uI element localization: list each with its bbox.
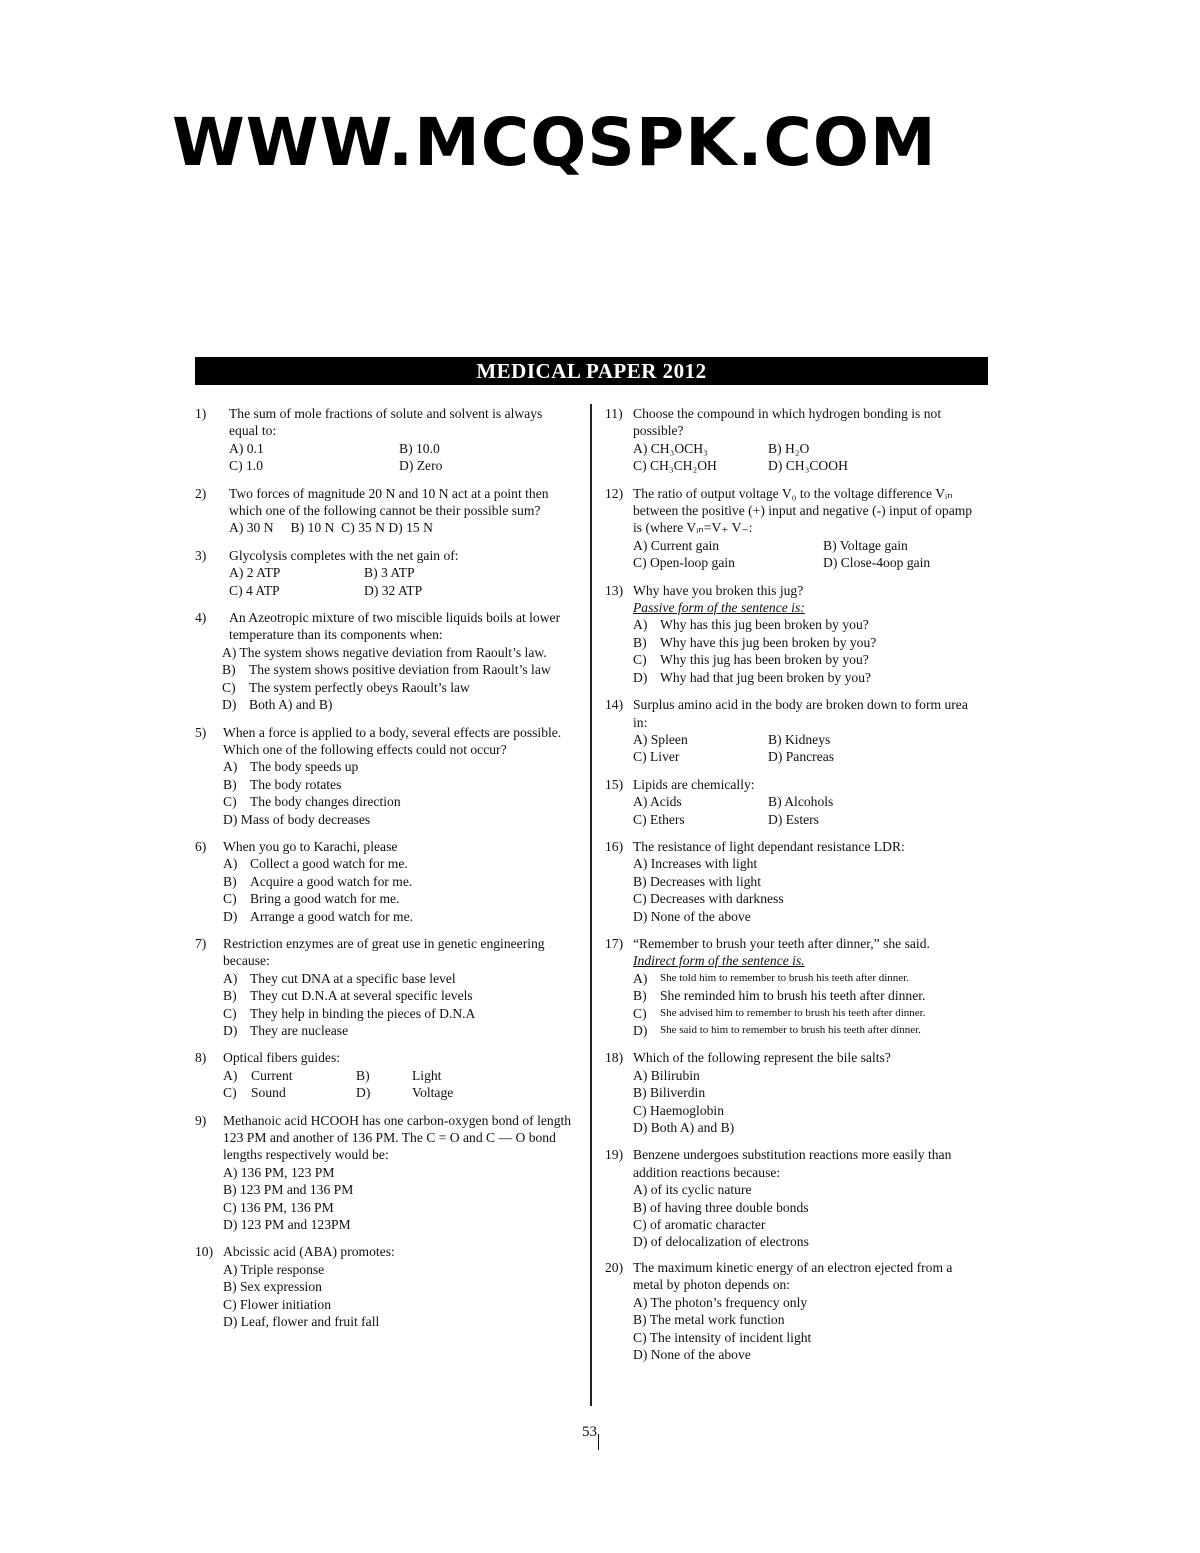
question-stem: When you go to Karachi, please xyxy=(223,838,398,854)
question-stem: An Azeotropic mixture of two miscible liquids boils at lower temperature than its components when: xyxy=(229,610,561,643)
question-stem: Benzene undergoes substitution reactions more easily than addition reactions because: xyxy=(633,1147,952,1180)
option-a: A) Bilirubin xyxy=(633,1067,700,1083)
option-d: D) Close-4oop gain xyxy=(823,555,931,571)
page-number: 53 xyxy=(582,1424,597,1440)
paper-title-banner: MEDICAL PAPER 2012 xyxy=(195,357,988,385)
instruction-text: Indirect form of the sentence is. xyxy=(633,953,805,969)
option-c: C) Haemoglobin xyxy=(633,1102,724,1118)
option-text: They cut D.N.A at several specific levels xyxy=(250,988,473,1004)
option-a: A) Acids xyxy=(633,794,682,810)
option-d: D) Zero xyxy=(399,458,443,474)
question-5 xyxy=(195,724,575,828)
question-stem: Choose the compound in which hydrogen bonding is not possible? xyxy=(633,406,942,439)
options-inline: A) 30 N B) 10 N C) 35 N D) 15 N xyxy=(229,520,433,536)
option-letter: C) xyxy=(222,679,236,695)
option-text: They are nuclease xyxy=(250,1023,349,1038)
option-c: C) Ethers xyxy=(633,811,685,827)
question-14 xyxy=(605,696,980,766)
question-12 xyxy=(605,485,980,572)
option-letter: A) xyxy=(633,970,648,986)
option-c: C) Liver xyxy=(633,749,680,765)
option-b: B) H₂O xyxy=(768,440,810,456)
option-d xyxy=(633,1022,980,1039)
option-b: B) Voltage gain xyxy=(823,537,908,553)
option-a: A) 0.1 xyxy=(229,440,264,456)
option-c: Sound xyxy=(251,1085,286,1101)
option-c: C) Open-loop gain xyxy=(633,555,735,571)
option-c xyxy=(222,679,575,696)
option-a: A) 136 PM, 123 PM xyxy=(223,1164,335,1180)
option-d: D) 123 PM and 123PM xyxy=(223,1217,351,1233)
option-b xyxy=(633,634,980,651)
instruction-text: Passive form of the sentence is: xyxy=(633,600,805,616)
option-letter: B) xyxy=(356,1067,370,1083)
option-b xyxy=(222,661,575,678)
option-b: B) Kidneys xyxy=(768,731,831,747)
question-number: 19) xyxy=(605,1147,624,1163)
option-a: A) Triple response xyxy=(223,1261,325,1277)
options xyxy=(223,1067,575,1102)
option-d xyxy=(633,669,980,686)
question-9 xyxy=(195,1112,575,1234)
option-b xyxy=(223,987,575,1004)
option-b: B) 3 ATP xyxy=(364,565,415,581)
question-number: 15) xyxy=(605,776,624,792)
option-letter: D) xyxy=(222,697,237,713)
question-20 xyxy=(605,1259,980,1363)
option-a: Current xyxy=(251,1067,293,1083)
option-letter: C) xyxy=(223,1005,237,1021)
column-divider xyxy=(590,404,592,1406)
option-a: A) CH₃OCH₃ xyxy=(633,440,708,456)
option-b xyxy=(633,987,980,1004)
option-b: B) of having three double bonds xyxy=(633,1199,809,1215)
option-text: The system perfectly obeys Raoult’s law xyxy=(249,679,470,695)
option-text: Collect a good watch for me. xyxy=(250,856,408,872)
option-text: She said to him to remember to brush his teeth after dinner. xyxy=(660,1024,921,1036)
option-d: D) Mass of body decreases xyxy=(223,811,371,827)
option-text: Bring a good watch for me. xyxy=(250,891,400,907)
option-c xyxy=(223,890,575,907)
option-a: A) Increases with light xyxy=(633,856,758,872)
option-b: B) Decreases with light xyxy=(633,873,761,889)
option-b: B) 123 PM and 136 PM xyxy=(223,1182,354,1198)
option-b: B) 10.0 xyxy=(399,440,440,456)
question-number: 13) xyxy=(605,582,624,598)
question-stem: Abcissic acid (ABA) promotes: xyxy=(223,1244,395,1260)
question-stem: Glycolysis completes with the net gain of: xyxy=(229,547,459,563)
question-stem: The ratio of output voltage V₀ to the voltage difference Vᵢₙ between the positive (+) input and negative (-) input of opamp is (where Vᵢₙ=V₊ V₋: xyxy=(633,485,973,536)
question-8 xyxy=(195,1049,575,1101)
question-stem: Methanoic acid HCOOH has one carbon-oxygen bond of length 123 PM and another of 136 PM. The C = O and C — O bond lengths respectively would be: xyxy=(223,1112,572,1163)
option-letter: D) xyxy=(633,1023,648,1038)
question-17 xyxy=(605,935,980,1039)
option-text: The body changes direction xyxy=(250,794,401,810)
question-number: 18) xyxy=(605,1050,624,1066)
option-text: They help in binding the pieces of D.N.A xyxy=(250,1005,476,1021)
option-text: She advised him to remember to brush his teeth after dinner. xyxy=(660,1006,926,1019)
option-a xyxy=(633,616,980,633)
option-a xyxy=(633,970,980,987)
option-text: Why has this jug been broken by you? xyxy=(660,617,869,633)
option-text: The body rotates xyxy=(250,776,342,792)
question-18 xyxy=(605,1049,980,1136)
question-number: 6) xyxy=(195,838,207,854)
options xyxy=(633,440,980,475)
option-c: C) The intensity of incident light xyxy=(633,1329,812,1345)
option-d: D) Pancreas xyxy=(768,749,835,765)
option-c: C) Decreases with darkness xyxy=(633,891,784,907)
option-d xyxy=(223,1022,575,1039)
option-c xyxy=(223,793,575,810)
question-3 xyxy=(195,547,575,599)
option-text: Both A) and B) xyxy=(249,697,333,713)
question-19 xyxy=(605,1146,980,1250)
option-a: A) 2 ATP xyxy=(229,565,281,581)
option-text: Why have this jug been broken by you? xyxy=(660,634,877,650)
option-d: D) None of the above xyxy=(633,1346,751,1362)
option-text: They cut DNA at a specific base level xyxy=(250,970,456,986)
option-letter: B) xyxy=(223,776,237,792)
option-c: C) Flower initiation xyxy=(223,1296,331,1312)
option-b: B) The metal work function xyxy=(633,1312,785,1328)
left-column xyxy=(195,405,575,1341)
option-letter: C) xyxy=(223,1085,237,1101)
option-c: C) 1.0 xyxy=(229,458,263,474)
option-b: B) Alcohols xyxy=(768,794,834,810)
question-number: 7) xyxy=(195,935,207,951)
question-number: 14) xyxy=(605,697,624,713)
question-7 xyxy=(195,935,575,1039)
watermark-text: WWW.MCQSPK.COM xyxy=(172,104,937,181)
option-c xyxy=(633,1005,980,1022)
right-column xyxy=(605,405,980,1373)
option-text: Why had that jug been broken by you? xyxy=(660,669,872,685)
option-letter: D) xyxy=(223,908,238,924)
question-15 xyxy=(605,776,980,828)
option-letter: B) xyxy=(633,634,647,650)
option-text: She told him to remember to brush his teeth after dinner. xyxy=(660,971,909,984)
question-number: 3) xyxy=(195,547,207,563)
option-a xyxy=(223,855,575,872)
option-c: C) 4 ATP xyxy=(229,582,280,598)
question-stem: Surplus amino acid in the body are broken down to form urea in: xyxy=(633,697,968,730)
option-letter: A) xyxy=(223,856,238,872)
option-d: D) None of the above xyxy=(633,908,751,924)
question-number: 9) xyxy=(195,1112,207,1128)
option-text: Why this jug has been broken by you? xyxy=(660,652,869,668)
option-a xyxy=(223,758,575,775)
option-letter: C) xyxy=(223,794,237,810)
option-letter: C) xyxy=(633,652,647,668)
option-letter: B) xyxy=(222,662,236,678)
option-a xyxy=(223,970,575,987)
question-number: 1) xyxy=(195,406,207,421)
question-stem: Restriction enzymes are of great use in genetic engineering because: xyxy=(223,935,545,969)
option-letter: D) xyxy=(356,1085,371,1101)
option-a: A) of its cyclic nature xyxy=(633,1182,752,1198)
option-text: The body speeds up xyxy=(250,759,359,775)
question-number: 20) xyxy=(605,1259,624,1275)
question-stem: The maximum kinetic energy of an electron ejected from a metal by photon depends on: xyxy=(633,1259,953,1293)
option-d: D) Leaf, flower and fruit fall xyxy=(223,1314,380,1330)
options xyxy=(633,537,980,572)
option-text: Arrange a good watch for me. xyxy=(250,908,414,924)
question-number: 17) xyxy=(605,935,624,951)
question-stem: When a force is applied to a body, several effects are possible. Which one of the following effects could not occur? xyxy=(223,724,562,757)
question-stem: Which of the following represent the bile salts? xyxy=(633,1050,891,1066)
question-number: 11) xyxy=(605,406,623,421)
option-a: A) The system shows negative deviation from Raoult’s law. xyxy=(222,644,547,660)
option-c: C) 136 PM, 136 PM xyxy=(223,1199,334,1215)
option-text: She reminded him to brush his teeth after dinner. xyxy=(660,988,926,1004)
option-b: Light xyxy=(412,1067,442,1083)
question-11 xyxy=(605,405,980,475)
option-d: D) Esters xyxy=(768,811,819,827)
option-letter: C) xyxy=(633,1005,647,1021)
option-b: B) Sex expression xyxy=(223,1279,322,1295)
option-letter: A) xyxy=(633,617,648,633)
question-number: 10) xyxy=(195,1244,214,1260)
question-stem: Why have you broken this jug? xyxy=(633,582,804,598)
option-d: D) CH₃COOH xyxy=(768,458,848,474)
option-d: D) 32 ATP xyxy=(364,582,423,598)
question-4 xyxy=(195,609,575,713)
question-2 xyxy=(195,485,575,537)
option-letter: A) xyxy=(223,970,238,986)
options xyxy=(633,731,980,766)
options xyxy=(229,564,575,599)
options xyxy=(222,644,575,714)
question-number: 16) xyxy=(605,838,624,854)
question-13 xyxy=(605,582,980,686)
option-a: A) The photon’s frequency only xyxy=(633,1294,808,1310)
question-number: 4) xyxy=(195,610,207,626)
option-a: A) Spleen xyxy=(633,731,688,747)
option-text: Acquire a good watch for me. xyxy=(250,873,413,889)
options xyxy=(229,440,575,475)
option-letter: B) xyxy=(223,873,237,889)
question-10 xyxy=(195,1243,575,1330)
question-stem: Two forces of magnitude 20 N and 10 N act at a point then which one of the following cannot be their possible sum? xyxy=(229,485,549,519)
question-stem: Optical fibers guides: xyxy=(223,1050,341,1066)
question-stem: Lipids are chemically: xyxy=(633,776,755,792)
option-letter: C) xyxy=(223,891,237,907)
option-letter: D) xyxy=(223,1023,238,1038)
option-letter: A) xyxy=(223,1067,238,1083)
option-b: B) Biliverdin xyxy=(633,1085,706,1101)
option-c: C) of aromatic character xyxy=(633,1217,766,1233)
question-number: 12) xyxy=(605,485,624,501)
option-a: A) Current gain xyxy=(633,537,720,553)
option-letter: A) xyxy=(223,759,238,775)
question-stem: The resistance of light dependant resistance LDR: xyxy=(633,838,905,854)
option-b xyxy=(223,873,575,890)
question-number: 5) xyxy=(195,724,207,740)
options xyxy=(633,793,980,828)
option-c: C) CH₃CH₂OH xyxy=(633,458,717,474)
question-6 xyxy=(195,838,575,925)
option-letter: D) xyxy=(633,669,648,685)
option-b xyxy=(223,776,575,793)
question-number: 2) xyxy=(195,485,207,501)
option-c xyxy=(223,1005,575,1022)
option-d: D) Both A) and B) xyxy=(633,1120,735,1136)
option-letter: B) xyxy=(633,988,647,1004)
option-d: Voltage xyxy=(412,1085,454,1101)
question-number: 8) xyxy=(195,1050,207,1066)
page-marker xyxy=(598,1434,599,1450)
option-d xyxy=(223,908,575,925)
option-text: The system shows positive deviation from Raoult’s law xyxy=(249,662,551,678)
option-d xyxy=(222,696,575,713)
question-1 xyxy=(195,405,575,475)
question-16 xyxy=(605,838,980,925)
question-stem: “Remember to brush your teeth after dinner,” she said. xyxy=(633,935,930,951)
option-d: D) of delocalization of electrons xyxy=(633,1234,809,1250)
option-letter: B) xyxy=(223,988,237,1004)
option-c xyxy=(633,651,980,668)
question-stem: The sum of mole fractions of solute and solvent is always equal to: xyxy=(229,406,543,439)
